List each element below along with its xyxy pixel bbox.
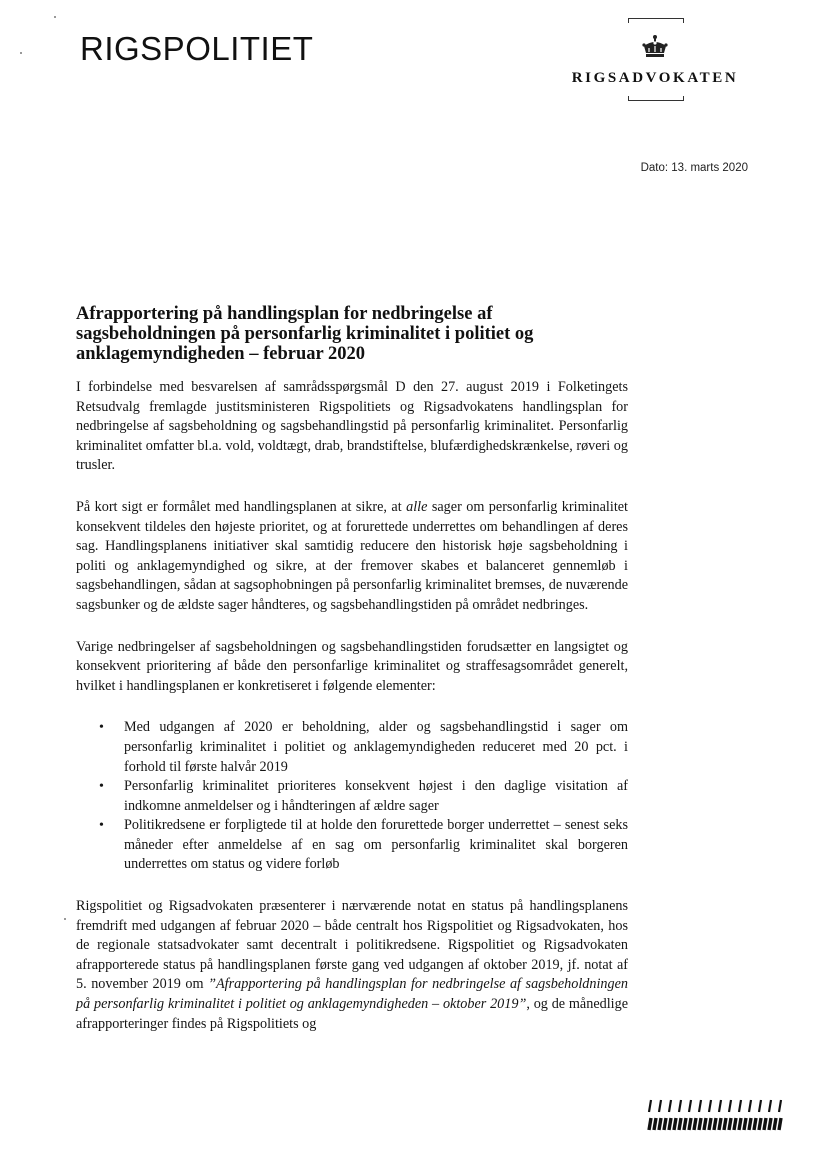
logo-top-rule	[628, 18, 684, 23]
list-item-text: Politikredsene er forpligtede til at holde den forurettede borger underrettet – senest seks måneder efter anmeldelse af en sag om personfarlig kriminalitet skal borgeren underrettes om status og videre forløb	[124, 817, 628, 873]
list-item	[99, 718, 628, 777]
list-item-text: Med udgangen af 2020 er beholdning, alder og sagsbehandlingstid i sager om personfarlig kriminalitet i politiet og anklagemyndigheden reduceret med 20 pct. i forhold til første halvår 2019	[124, 719, 628, 775]
paragraph-purpose	[76, 498, 628, 616]
paragraph-status-emphasis: ”Afrapportering på handlingsplan for nedbringelse af sagsbeholdningen på personfarlig kriminalitet i politiet og anklagemyndigheden – oktober 2019”	[76, 976, 628, 1013]
crown-icon	[640, 34, 670, 60]
paragraph-elements-intro: Varige nedbringelser af sagsbeholdningen og sagsbehandlingstiden forudsætter en langsigtet og konsekvent prioritering af både den personfarlige kriminalitet og straffesagsområdet generelt, hvilket i handlingsplanen er konkretiseret i følgende elementer:	[76, 638, 628, 694]
scan-speck	[20, 52, 22, 54]
list-item	[99, 777, 628, 816]
paragraph-status	[76, 897, 628, 1034]
rigspolitiet-logo: RIGSPOLITIET	[80, 30, 314, 67]
list-item-text: Personfarlig kriminalitet prioriteres konsekvent højest i den daglige visitation af indkomne anmeldelser og i håndteringen af ældre sager	[124, 778, 628, 814]
bullet-icon: •	[99, 779, 104, 795]
paragraph-purpose-part1: På kort sigt er formålet med handlingsplanen at sikre, at	[76, 498, 407, 515]
barcode-icon	[647, 1098, 783, 1132]
scan-speck	[54, 16, 56, 18]
document-date: Dato: 13. marts 2020	[640, 162, 748, 174]
logo-bottom-rule	[628, 96, 684, 101]
bullet-icon: •	[99, 818, 104, 834]
rigsadvokaten-logo	[560, 12, 750, 112]
paragraph-purpose-part2: sager om personfarlig kriminalitet konsekvent tildeles den højeste prioritet, og at forurettede underrettes om behandlingen af deres sag. Handlingsplanens initiativer skal samtidig reducere den historisk høje sagsbeholdning i politi og anklagemyndighed og sikre, at der fremover skabes et balanceret gennemløb i sagsbehandlingen, sådan at sagsophobningen på personfarlig kriminalitet bremses, de nuværende sagsbunker og de ældste sager håndteres, og sagsbehandlingstiden på området nedbringes.	[76, 498, 628, 613]
rigsadvokaten-name: RIGSADVOKATEN	[571, 70, 739, 86]
barcode-mark	[647, 1098, 783, 1132]
bullet-icon: •	[99, 720, 104, 736]
paragraph-status-part1: Rigspolitiet og Rigsadvokaten præsenterer i nærværende notat en status på handlingsplanens fremdrift med udgangen af februar 2020 – både centralt hos Rigspolitiet og Rigsadvokaten, hos de regionale statsadvokater samt decentralt i politikredsene. Rigspolitiet og Rigsadvokaten afrapporterede status på handlingsplanen første gang ved udgangen af oktober 2019, jf. notat af 5. november 2019 om	[76, 898, 628, 993]
document-body	[76, 304, 628, 1056]
scan-speck	[64, 918, 66, 920]
paragraph-status-part2: , og de månedlige afrapporteringer findes på Rigspolitiets og	[76, 996, 628, 1032]
elements-list	[76, 718, 628, 875]
document-title: Afrapportering på handlingsplan for nedbringelse af sagsbeholdningen på personfarlig kriminalitet i politiet og anklagemyndigheden – februar 2020	[76, 304, 534, 364]
paragraph-intro: I forbindelse med besvarelsen af samrådsspørgsmål D den 27. august 2019 i Folketingets Retsudvalg fremlagde justitsministeren Rigspolitiets og Rigsadvokatens handlingsplan for nedbringelse af sagsbeholdning og sagsbehandlingstid på personfarlig kriminalitet. Personfarlig kriminalitet omfatter bl.a. vold, voldtægt, drab, brandstiftelse, blufærdighedskrænkelse, røveri og trusler.	[76, 379, 628, 474]
paragraph-purpose-emphasis: alle	[406, 498, 428, 515]
list-item	[99, 816, 628, 875]
